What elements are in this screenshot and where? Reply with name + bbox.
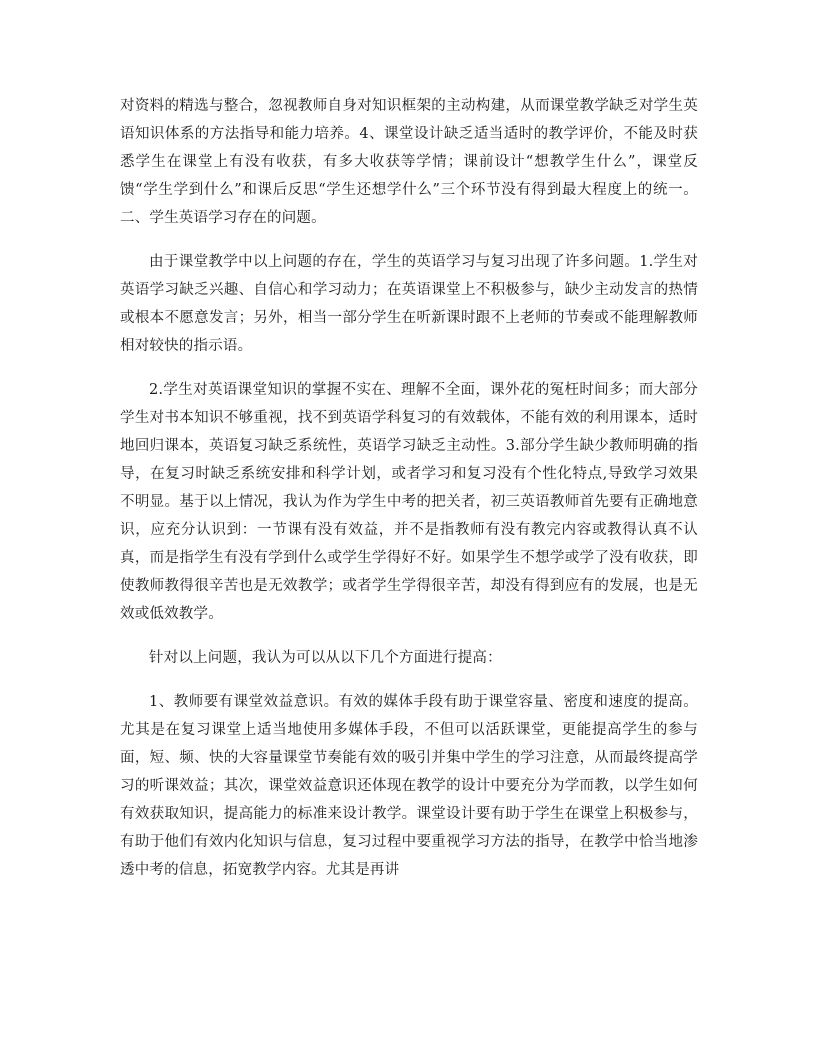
paragraph-5: 1、教师要有课堂效益意识。有效的媒体手段有助于课堂容量、密度和速度的提高。尤其是在复习课堂上适当地使用多媒体手段，不但可以活跃课堂，更能提高学生的参与面，短、频、快的大容量课堂节奏能有效的吸引并集中学生的学习注意，从而最终提高学习的听课效益；其次，课堂效益意识还体现在教学的设计中要充分为学而教，以学生如何有效获取知识，提高能力的标准来设计教学。课堂设计要有助于学生在课堂上积极参与，有助于他们有效内化知识与信息，复习过程中要重视学习方法的指导，在教学中恰当地渗透中考的信息，拓宽教学内容。尤其是再讲	[120, 694, 698, 878]
paragraph-2: 由于课堂教学中以上问题的存在，学生的英语学习与复习出现了许多问题。1.学生对英语学习缺乏兴趣、自信心和学习动力；在英语课堂上不积极参与，缺少主动发言的热情或根本不愿意发言；另外，相当一部分学生在听新课时跟不上老师的节奏或不能理解教师相对较快的指示语。	[120, 254, 698, 354]
paragraph-3: 2.学生对英语课堂知识的掌握不实在、理解不全面，课外花的冤枉时间多；而大部分学生对书本知识不够重视，找不到英语学科复习的有效载体，不能有效的利用课本，适时地回归课本，英语复习缺乏系统性，英语学习缺乏主动性。3.部分学生缺少教师明确的指导，在复习时缺乏系统安排和科学计划，或者学习和复习没有个性化特点,导致学习效果不明显。基于以上情况，我认为作为学生中考的把关者，初三英语教师首先要有正确地意识，应充分认识到：一节课有没有效益，并不是指教师有没有教完内容或教得认真不认真，而是指学生有没有学到什么或学生学得好不好。如果学生不想学或学了没有收获，即使教师教得很辛苦也是无效教学；或者学生学得很辛苦，却没有得到应有的发展，也是无效或低效教学。	[120, 382, 698, 622]
document-body	[120, 92, 698, 884]
paragraph-1: 对资料的精选与整合，忽视教师自身对知识框架的主动构建，从而课堂教学缺乏对学生英语知识体系的方法指导和能力培养。4、课堂设计缺乏适当适时的教学评价，不能及时获悉学生在课堂上有没有收获，有多大收获等学情；课前设计“想教学生什么”，课堂反馈“学生学到什么”和课后反思“学生还想学什么”三个环节没有得到最大程度上的统一。二、学生英语学习存在的问题。	[120, 98, 698, 226]
paragraph-4: 针对以上问题，我认为可以从以下几个方面进行提高：	[149, 650, 502, 666]
